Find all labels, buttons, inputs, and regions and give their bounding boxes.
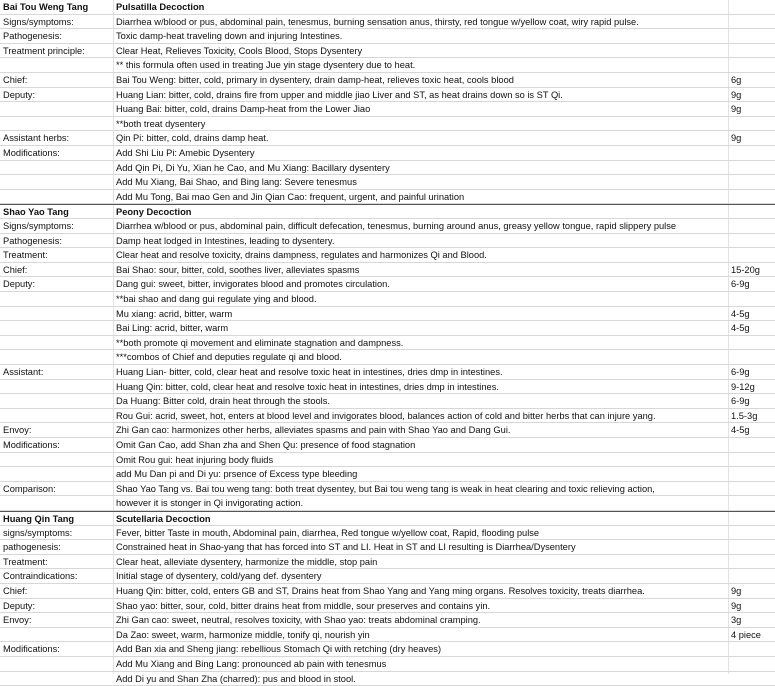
table-row	[0, 453, 775, 468]
row-text[interactable]: however it is stonger in Qi invigorating action.	[116, 498, 304, 509]
row-label[interactable]: pathogenesis:	[3, 542, 61, 553]
row-text[interactable]: **bai shao and dang gui regulate ying and blood.	[116, 294, 317, 304]
table-row	[0, 44, 775, 59]
table-row	[0, 146, 775, 161]
row-text[interactable]: Huang Qin: bitter, cold, clear heat and resolve toxic heat in intestines, dries dmp in intestines.	[116, 381, 499, 392]
row-text[interactable]: Huang Lian- bitter, cold, clear heat and resolve toxic heat in intestines, dries dmp in intestines.	[116, 367, 503, 377]
row-dose[interactable]: 9g	[731, 133, 742, 144]
row-label[interactable]: Treatment principle:	[3, 45, 85, 56]
section-header-row	[0, 204, 775, 219]
row-text[interactable]: Qin Pi: bitter, cold, drains damp heat.	[116, 133, 269, 144]
row-dose[interactable]	[731, 219, 775, 233]
row-label[interactable]	[3, 657, 113, 671]
row-dose[interactable]	[731, 657, 775, 671]
table-row	[0, 88, 775, 103]
row-text[interactable]: Clear Heat, Relieves Toxicity, Cools Blood, Stops Dysentery	[116, 45, 363, 56]
row-text[interactable]: Add Qin Pi, Di Yu, Xian he Cao, and Mu Xiang: Bacillary dysentery	[116, 162, 390, 173]
table-row	[0, 642, 775, 657]
row-dose[interactable]	[731, 234, 775, 248]
row-label[interactable]: Modifications:	[3, 440, 60, 450]
row-dose[interactable]	[731, 205, 775, 218]
table-row	[0, 292, 775, 307]
row-label[interactable]: Chief:	[3, 586, 28, 596]
row-label[interactable]	[3, 321, 113, 335]
row-dose[interactable]	[731, 336, 775, 350]
row-dose[interactable]	[731, 642, 775, 656]
row-dose[interactable]	[731, 58, 775, 72]
table-row	[0, 234, 775, 249]
row-label[interactable]: Envoy:	[3, 615, 32, 626]
row-text[interactable]: Clear heat and resolve toxicity, drains dampness, regulates and harmonizes Qi and Blood.	[116, 250, 487, 261]
row-text[interactable]: Clear heat, alleviate dysentery, harmonize the middle, stop pain	[116, 556, 378, 567]
row-dose[interactable]	[731, 29, 775, 43]
row-label[interactable]: Deputy:	[3, 600, 36, 611]
row-dose[interactable]: 1.5-3g	[731, 410, 758, 421]
table-row	[0, 380, 775, 395]
row-dose[interactable]	[731, 512, 775, 525]
table-row	[0, 628, 775, 643]
row-label[interactable]	[3, 190, 113, 204]
row-dose[interactable]	[731, 438, 775, 452]
row-dose[interactable]	[731, 248, 775, 262]
row-label[interactable]	[3, 453, 113, 467]
row-dose[interactable]	[731, 555, 775, 569]
table-row	[0, 161, 775, 176]
table-row	[0, 117, 775, 132]
row-text[interactable]: Huang Lian: bitter, cold, drains fire from upper and middle jiao Liver and ST, as heat drains down so is ST Qi.	[116, 89, 563, 100]
row-dose[interactable]	[731, 15, 775, 29]
row-dose[interactable]: 9-12g	[731, 381, 755, 392]
row-text[interactable]: **both treat dysentery	[116, 118, 206, 129]
table-row	[0, 29, 775, 44]
table-row	[0, 336, 775, 351]
table-row	[0, 613, 775, 628]
table-row	[0, 584, 775, 599]
table-row	[0, 409, 775, 424]
row-text[interactable]: Da Huang: Bitter cold, drain heat through the stools.	[116, 396, 330, 407]
row-dose[interactable]: 4-5g	[731, 308, 750, 319]
row-label[interactable]: Signs/symptoms:	[3, 221, 74, 231]
row-label[interactable]: Treatment:	[3, 250, 48, 261]
row-dose[interactable]: 6-9g	[731, 367, 750, 377]
row-text[interactable]: Fever, bitter Taste in mouth, Abdominal pain, diarrhea, Red tongue w/yellow coat, Rapid, flooding pulse	[116, 527, 540, 538]
row-text[interactable]: ***combos of Chief and deputies regulate qi and blood.	[116, 352, 342, 363]
table-row	[0, 482, 775, 497]
row-dose[interactable]	[731, 117, 775, 131]
row-label[interactable]: Huang Qin Tang	[3, 514, 75, 524]
table-row	[0, 599, 775, 614]
row-text[interactable]: Add Di yu and Shan Zha (charred): pus and blood in stool.	[116, 673, 356, 684]
row-dose[interactable]	[731, 453, 775, 467]
row-dose[interactable]: 15-20g	[731, 264, 760, 275]
row-text[interactable]: Initial stage of dysentery, cold/yang def. dysentery	[116, 571, 322, 582]
row-dose[interactable]: 9g	[731, 600, 742, 611]
row-text[interactable]: Bai Ling: acrid, bitter, warm	[116, 323, 229, 334]
row-dose[interactable]: 6-9g	[731, 396, 750, 407]
row-text[interactable]: Toxic damp-heat traveling down and injuring Intestines.	[116, 31, 343, 42]
row-dose[interactable]: 3g	[731, 615, 742, 626]
section-header-row	[0, 0, 775, 15]
table-row	[0, 263, 775, 278]
row-label[interactable]	[3, 628, 113, 642]
row-dose[interactable]	[731, 526, 775, 540]
table-row	[0, 102, 775, 117]
table-row	[0, 175, 775, 190]
row-text[interactable]: Diarrhea w/blood or pus, abdominal pain, tenesmus, burning sensation anus, thirsty, red tongue w/yellow coat, wiry rapid pulse.	[116, 16, 639, 27]
row-text[interactable]: Bai Tou Weng: bitter, cold, primary in dysentery, drain damp-heat, relieves toxic heat, cools blood	[116, 75, 514, 85]
table-row	[0, 423, 775, 438]
row-dose[interactable]: 9g	[731, 89, 742, 100]
row-label[interactable]: signs/symptoms:	[3, 527, 73, 538]
table-row	[0, 526, 775, 541]
row-text[interactable]: Rou Gui: acrid, sweet, hot, enters at blood level and invigorates blood, balances action of cold and bitter herbs that can injure yang.	[116, 410, 656, 421]
row-text[interactable]: Huang Qin: bitter, cold, enters GB and ST, Drains heat from Shao Yang and Yang ming organs. Resolves toxicity, treats diarrhea.	[116, 586, 645, 596]
row-label[interactable]: Chief:	[3, 264, 28, 275]
row-text[interactable]: Add Mu Xiang and Bing Lang: pronounced ab pain with tenesmus	[116, 659, 387, 669]
row-label[interactable]	[3, 496, 113, 510]
row-label[interactable]: Treatment:	[3, 556, 48, 567]
row-label[interactable]	[3, 307, 113, 321]
row-label[interactable]: Pathogenesis:	[3, 31, 62, 42]
row-label[interactable]	[3, 175, 113, 189]
row-label[interactable]	[3, 117, 113, 131]
row-text[interactable]: Da Zao: sweet, warm, harmonize middle, tonify qi, nourish yin	[116, 629, 370, 640]
row-text[interactable]: Dang gui: sweet, bitter, invigorates blood and promotes circulation.	[116, 279, 390, 290]
row-text[interactable]: Scutellaria Decoction	[116, 514, 211, 524]
row-text[interactable]: Omit Rou gui: heat injuring body fluids	[116, 454, 274, 465]
table-row	[0, 219, 775, 234]
row-dose[interactable]: 4 piece	[731, 629, 761, 640]
row-dose[interactable]	[731, 569, 775, 583]
row-text[interactable]: Damp heat lodged in Intestines, leading to dysentery.	[116, 235, 335, 246]
row-text[interactable]: Pulsatilla Decoction	[116, 2, 205, 12]
row-dose[interactable]: 9g	[731, 104, 742, 115]
row-text[interactable]: Huang Bai: bitter, cold, drains Damp-heat from the Lower Jiao	[116, 104, 371, 115]
section-header-row	[0, 511, 775, 526]
table-row	[0, 569, 775, 584]
table-row	[0, 350, 775, 365]
row-dose[interactable]	[731, 350, 775, 364]
row-label[interactable]	[3, 394, 113, 408]
row-label[interactable]	[3, 161, 113, 175]
table-row	[0, 307, 775, 322]
row-dose[interactable]: 4-5g	[731, 323, 750, 334]
row-label[interactable]	[3, 292, 113, 306]
row-text[interactable]: Omit Gan Cao, add Shan zha and Shen Qu: presence of food stagnation	[116, 440, 416, 450]
row-text[interactable]: Add Mu Xiang, Bai Shao, and Bing lang: Severe tenesmus	[116, 177, 357, 188]
row-label[interactable]	[3, 409, 113, 423]
table-row	[0, 438, 775, 453]
row-dose[interactable]	[731, 496, 775, 510]
table-row	[0, 248, 775, 263]
table-row	[0, 15, 775, 30]
row-text[interactable]: add Mu Dan pi and Di yu: prsence of Excess type bleeding	[116, 469, 358, 480]
row-text[interactable]: ** this formula often used in treating Jue yin stage dysentery due to heat.	[116, 60, 416, 71]
row-label[interactable]: Assistant herbs:	[3, 133, 70, 144]
row-text[interactable]: Shao Yao Tang vs. Bai tou weng tang: both treat dysentey, but Bai tou weng tang is weak in heat clearing and toxic relieving action,	[116, 483, 655, 494]
row-dose[interactable]	[731, 467, 775, 481]
row-dose[interactable]	[731, 0, 775, 14]
row-dose[interactable]	[731, 44, 775, 58]
row-label[interactable]	[3, 350, 113, 364]
row-label[interactable]: Signs/symptoms:	[3, 16, 74, 27]
table-row	[0, 190, 775, 205]
table-row	[0, 496, 775, 511]
table-row	[0, 277, 775, 292]
row-dose[interactable]	[731, 482, 775, 496]
row-dose[interactable]	[731, 540, 775, 554]
row-dose[interactable]	[731, 146, 775, 160]
row-text[interactable]: **both promote qi movement and eliminate stagnation and dampness.	[116, 337, 404, 348]
row-text[interactable]: Add Shi Liu Pi: Amebic Dysentery	[116, 148, 255, 158]
row-label[interactable]: Deputy:	[3, 279, 36, 290]
table-row	[0, 58, 775, 73]
row-dose[interactable]: 9g	[731, 586, 742, 596]
row-label[interactable]: Modifications:	[3, 644, 60, 655]
row-label[interactable]: Comparison:	[3, 483, 56, 494]
row-label[interactable]: Deputy:	[3, 89, 36, 100]
row-dose[interactable]	[731, 161, 775, 175]
table-row	[0, 131, 775, 146]
row-text[interactable]: Add Ban xia and Sheng jiang: rebellious Stomach Qi with retching (dry heaves)	[116, 644, 442, 655]
row-label[interactable]	[3, 467, 113, 481]
table-row	[0, 540, 775, 555]
row-label[interactable]	[3, 380, 113, 394]
row-label[interactable]: Assistant:	[3, 367, 44, 377]
table-row	[0, 365, 775, 380]
row-dose[interactable]	[731, 175, 775, 189]
row-dose[interactable]	[731, 190, 775, 204]
row-label[interactable]	[3, 58, 113, 72]
row-label[interactable]: Bai Tou Weng Tang	[3, 2, 89, 12]
row-dose[interactable]: 6g	[731, 75, 742, 85]
row-label[interactable]: Envoy:	[3, 425, 32, 436]
table-row	[0, 321, 775, 336]
table-row	[0, 555, 775, 570]
row-dose[interactable]: 6-9g	[731, 279, 750, 290]
row-text[interactable]: Bai Shao: sour, bitter, cold, soothes liver, alleviates spasms	[116, 264, 360, 275]
row-label[interactable]: Contraindications:	[3, 571, 78, 582]
row-text[interactable]: Constrained heat in Shao-yang that has forced into ST and LI. Heat in ST and LI resulting is Diarrhea/Dysentery	[116, 542, 576, 553]
row-text[interactable]: Zhi Gan cao: sweet, neutral, resolves toxicity, with Shao yao: treats abdominal cramping.	[116, 615, 481, 626]
table-row	[0, 73, 775, 88]
row-text[interactable]: Mu xiang: acrid, bitter, warm	[116, 308, 233, 319]
row-label[interactable]: Pathogenesis:	[3, 235, 62, 246]
row-label[interactable]: Chief:	[3, 75, 28, 85]
row-text[interactable]: Diarrhea w/blood or pus, abdominal pain, difficult defecation, tenesmus, burning around anus, greasy yellow tongue, rapid slippery pulse	[116, 221, 677, 231]
row-text[interactable]: Zhi Gan cao: harmonizes other herbs, alleviates spasms and pain with Shao Yao and Dang Gui.	[116, 425, 511, 436]
table-row	[0, 394, 775, 409]
row-text[interactable]: Shao yao: bitter, sour, cold, bitter drains heat from middle, sour preserves and contains yin.	[116, 600, 491, 611]
row-text[interactable]: Peony Decoction	[116, 207, 192, 218]
table-row	[0, 467, 775, 482]
row-label[interactable]: Modifications:	[3, 148, 60, 158]
row-label[interactable]: Shao Yao Tang	[3, 207, 69, 218]
row-label[interactable]	[3, 336, 113, 350]
row-dose[interactable]	[731, 292, 775, 306]
row-text[interactable]: Add Mu Tong, Bai mao Gen and Jin Qian Cao: frequent, urgent, and painful urination	[116, 191, 465, 202]
row-label[interactable]	[3, 102, 113, 116]
row-dose[interactable]: 4-5g	[731, 425, 750, 436]
table-row	[0, 657, 775, 672]
